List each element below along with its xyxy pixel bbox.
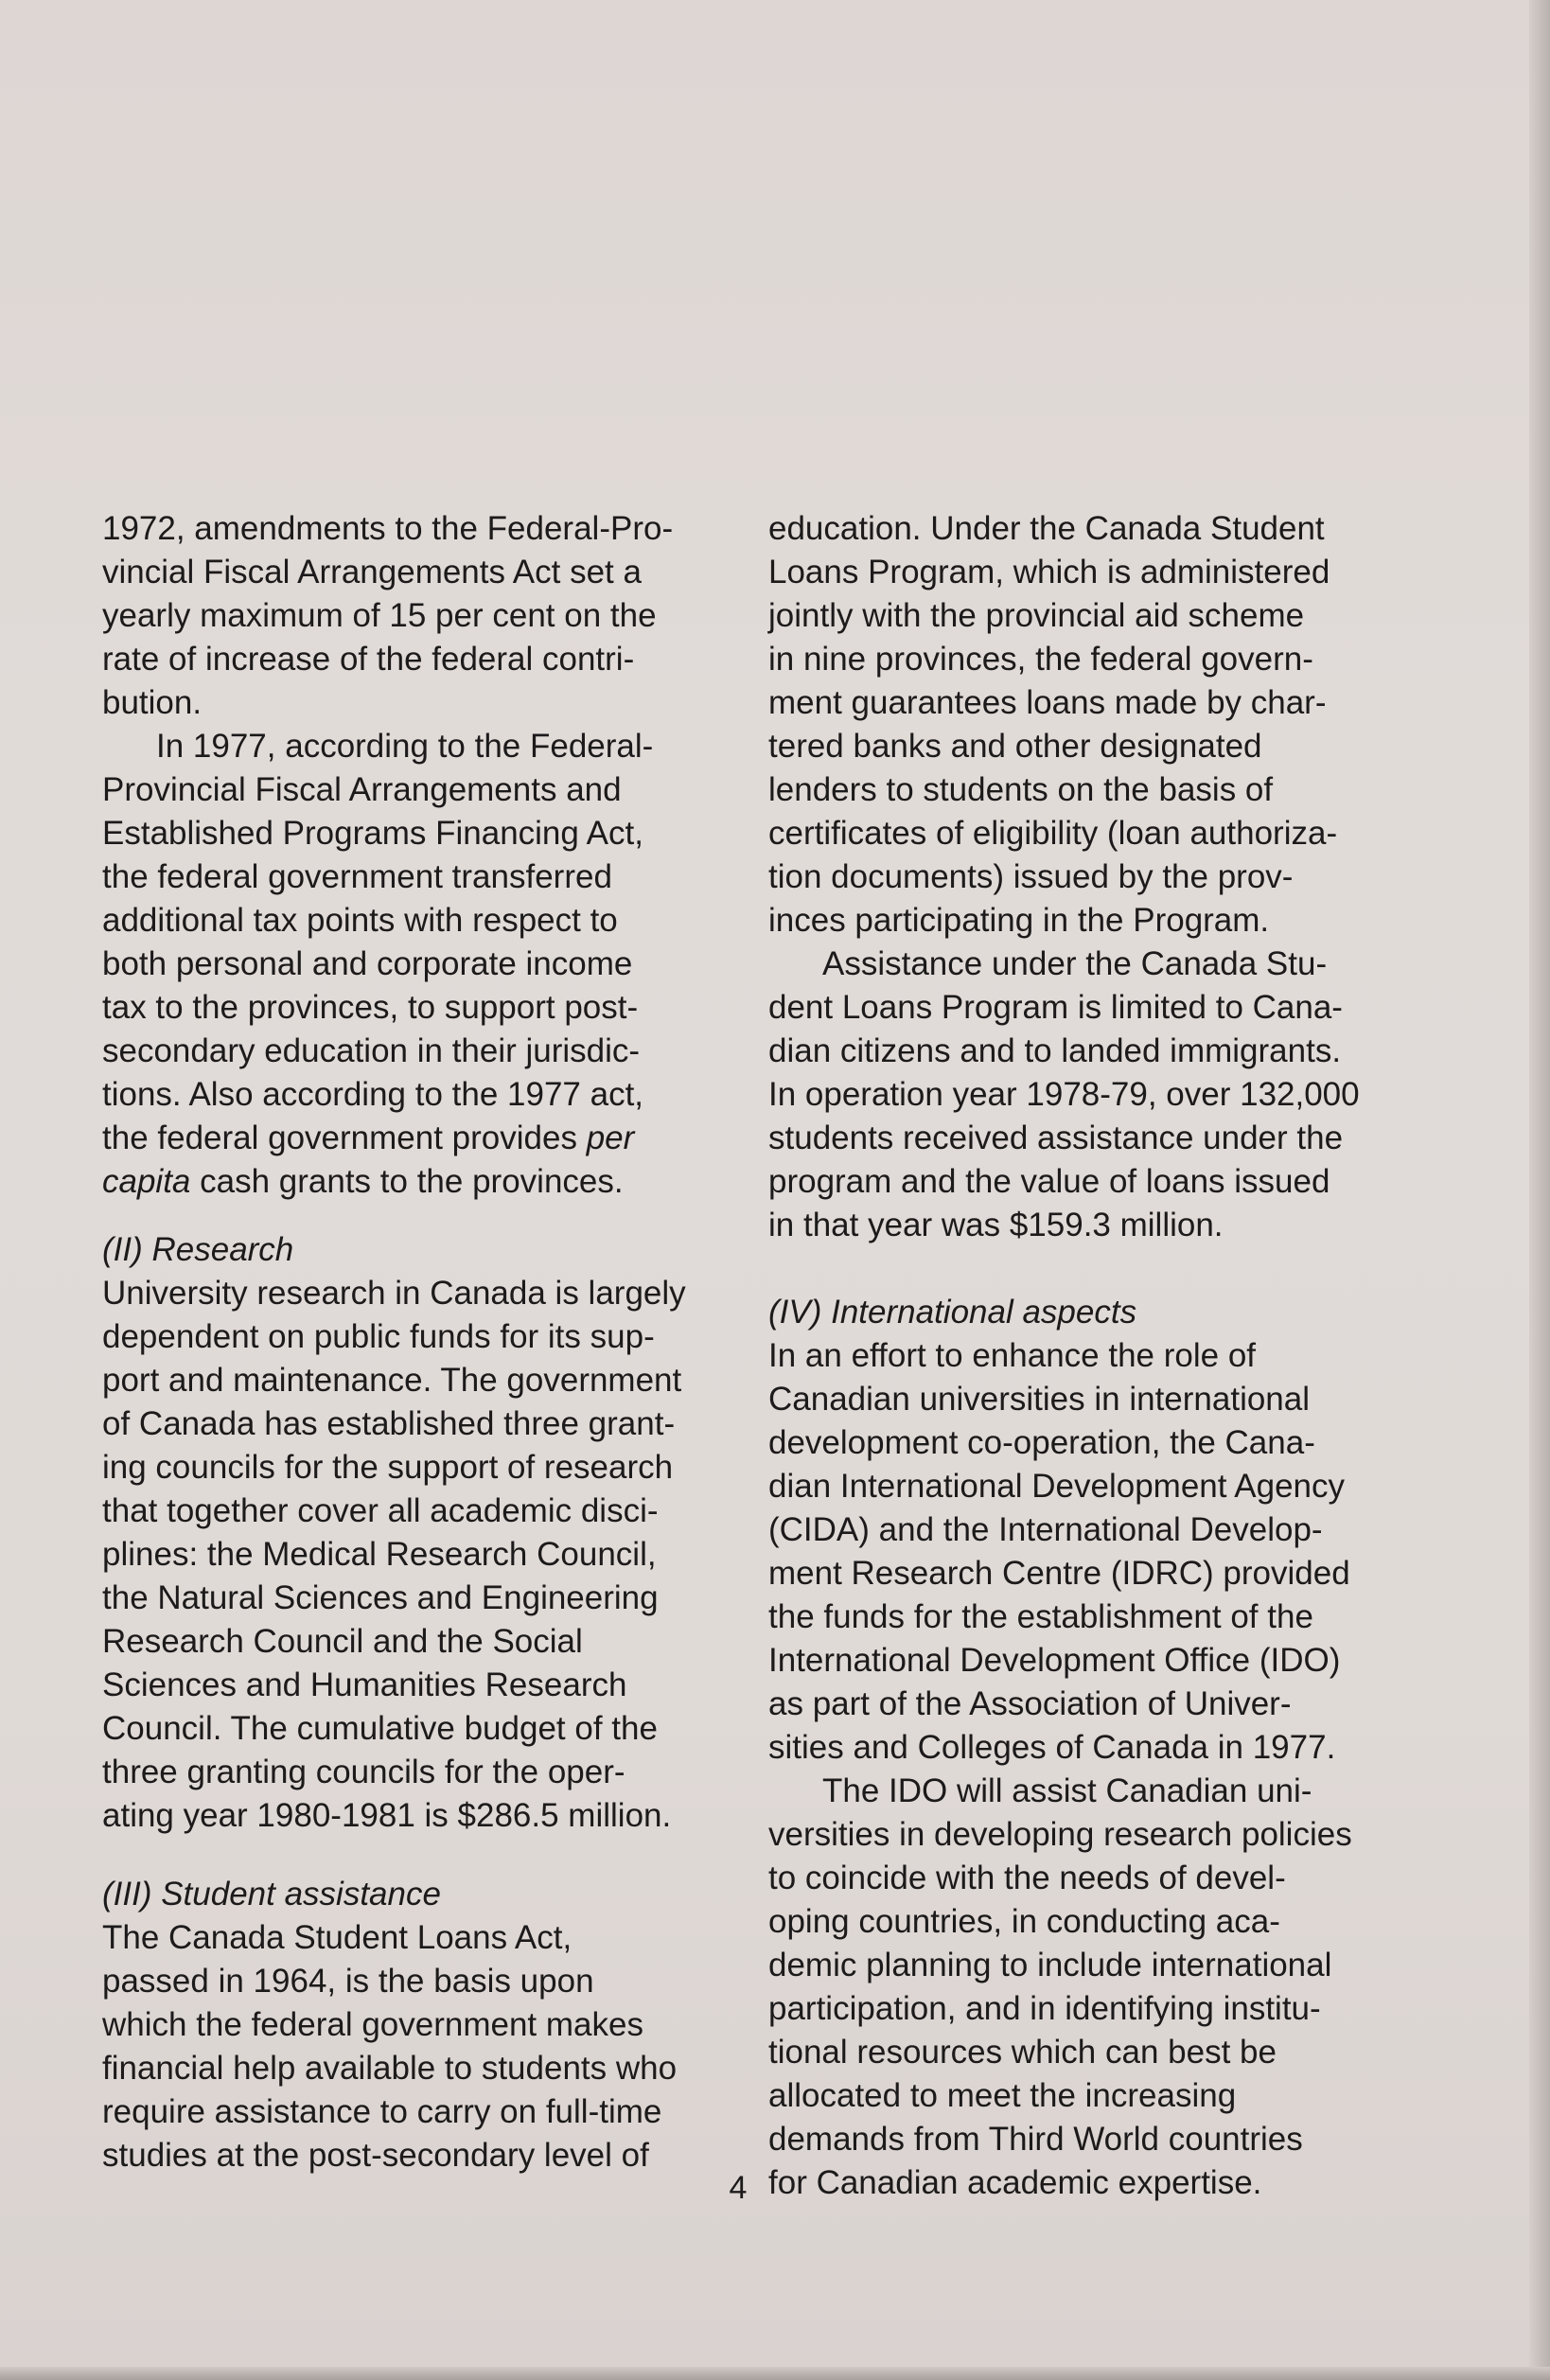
paragraph-tax-points: [102, 725, 765, 1204]
paragraph-research: University research in Canada is largely dependent on public funds for its sup- port and maintenance. The government of Canada has established three grant- ing councils for the support of research that together cover all academic disci- plines: the Medical Research Council, the Natural Sciences and Engineering Research Council and the Social Sciences and Humanities Research Council. The cumulative budget of the three granting councils for the oper- ating year 1980-1981 is $286.5 million.: [102, 1275, 686, 1834]
paragraph-student-assistance: The Canada Student Loans Act, passed in 1964, is the basis upon which the federal government makes financial help available to students who require assistance to carry on full-time studies at the post-secondary level of: [102, 1919, 678, 2174]
paragraph-tax-points-end: cash grants to the provinces.: [190, 1163, 624, 1200]
heading-student-assistance: (III) Student assistance: [102, 1876, 441, 1913]
right-column: [768, 507, 1431, 2205]
heading-research: (II) Research: [102, 1231, 294, 1268]
paragraph-student-loans: education. Under the Canada Student Loans Program, which is administered jointly with the provincial aid scheme in nine provinces, the federal govern- ment guarantees loans made by char- tered banks and other designated lenders to students on the basis of certificates of eligibility (loan authoriza- tion documents) issued by the prov- inces participating in the Program.: [768, 510, 1338, 939]
paragraph-international-development: In an effort to enhance the role of Canadian universities in international development co-operation, the Cana- dian International Development Agency (CIDA) and the International Develop- ment Research Centre (IDRC) provided the funds for the establishment of the International Development Office (IDO) as part of the Association of Univer- sities and Colleges of Canada in 1977.: [768, 1337, 1350, 1766]
left-column: [102, 507, 765, 2177]
paragraph-loan-eligibility: Assistance under the Canada Stu- dent Loans Program is limited to Cana- dian citizens and to landed immigrants. In operation year 1978-79, over 132,000 students received assistance under the program and the value of loans issued in that year was $159.3 million.: [768, 945, 1360, 1243]
page-edge-right: [1529, 0, 1550, 2380]
page-number: 4: [729, 2170, 748, 2206]
per-capita-emphasis: per capita: [102, 1119, 635, 1200]
paragraph-ido-role: The IDO will assist Canadian uni- versities in developing research policies to coincide with the needs of devel- oping countries, in conducting aca- demic planning to include international participation, and in identifying institu- tional resources which can best be allocated to meet the increasing demands from Third World countries for Canadian academic expertise.: [768, 1772, 1352, 2201]
page-edge-bottom: [0, 2367, 1550, 2380]
heading-international-aspects: (IV) International aspects: [768, 1294, 1137, 1331]
paragraph-fiscal-amendments: 1972, amendments to the Federal-Pro- vincial Fiscal Arrangements Act set a yearly maximum of 15 per cent on the rate of increase of the federal contri- bution.: [102, 510, 674, 721]
paragraph-tax-points-text: In 1977, according to the Federal- Provincial Fiscal Arrangements and Established Programs Financing Act, the federal government transferred additional tax points with respect to both personal and corporate income tax to the provinces, to support post- secondary education in their jurisdic- tions. Also according to the 1977 act, the federal government provides: [102, 728, 654, 1156]
